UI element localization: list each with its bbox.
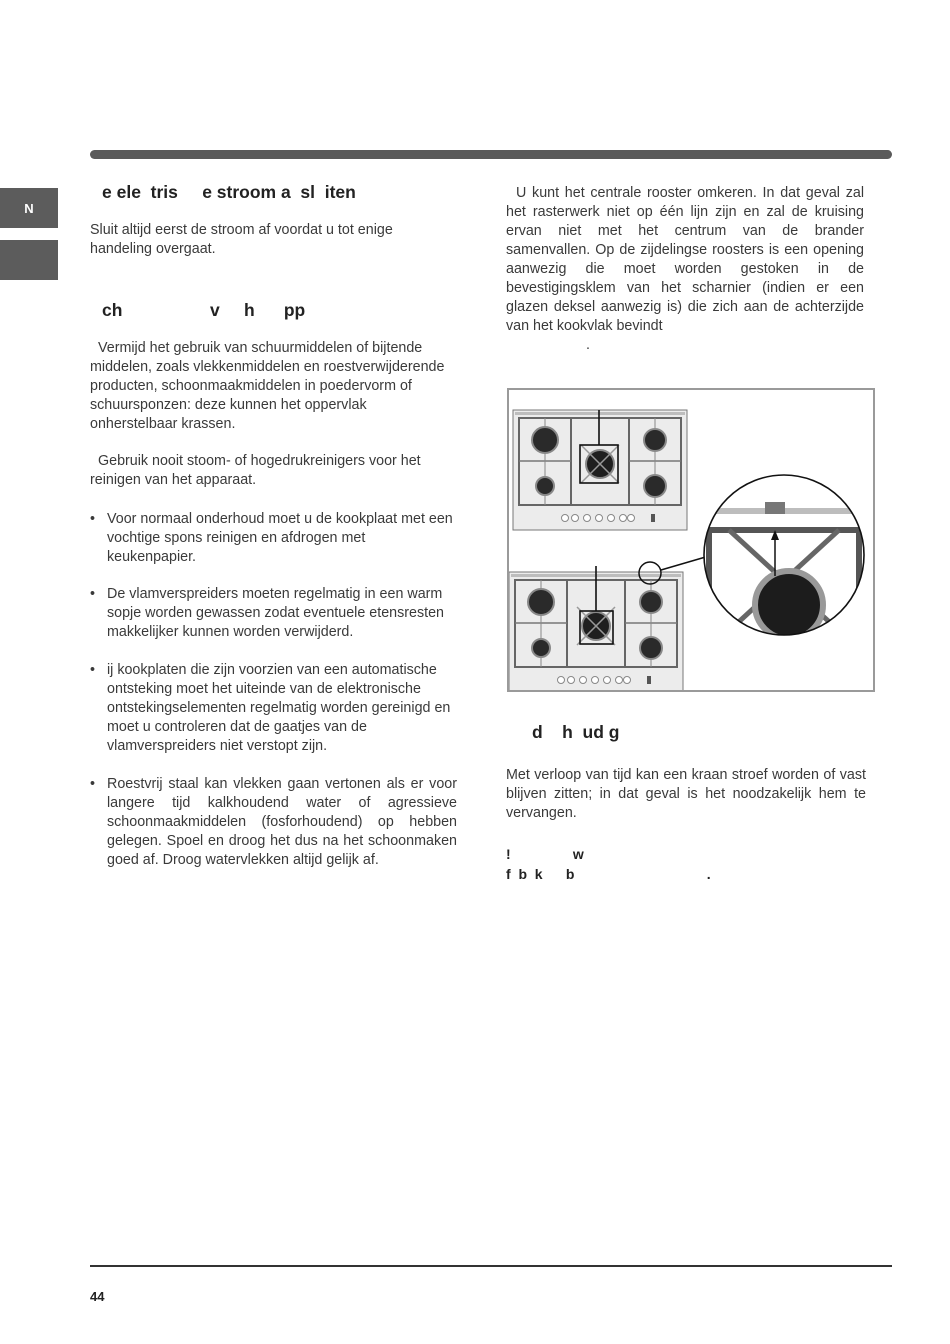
warning-line: f b k b . [506, 866, 711, 882]
paragraph-no-steam-cleaners: Gebruik nooit stoom- of hogedrukreinigers voor het reinigen van het apparaat. [90, 453, 421, 488]
bullet-icon: • [90, 511, 96, 527]
list-item-text: ij kookplaten die zijn voorzien van een automatische ontsteking moet het uiteinde van de elektronische ontstekingselementen regelmatig worden gereinigd en moet u controleren dat de gaatjes van de vlamverspreiders niet verstopt zijn. [107, 662, 451, 754]
hob-grid-diagram [509, 390, 873, 690]
list-item-text: Roestvrij staal kan vlekken gaan vertonen als er voor langere tijd kalkhoudend water of agressieve schoonmaakmiddelen (fosforhoudend) op hebben gelegen. Spoel en droog het dus na het schoonmaken goed af. Droog watervlekken altijd gelijk af. [107, 776, 457, 868]
bullet-icon: • [90, 776, 96, 792]
section-heading-tap-maintenance: d h ud g [532, 722, 620, 742]
section-heading-disconnect-power: e ele tris e stroom a sl iten [102, 182, 356, 202]
list-item [90, 775, 457, 870]
paragraph-tap-replacement: Met verloop van tijd kan een kraan stroef worden of vast blijven zitten; in dat geval is het noodzakelijk hem te vervangen. [506, 767, 866, 821]
footer-divider [90, 1265, 892, 1267]
language-tab-label: N [24, 200, 34, 216]
list-item-text: De vlamverspreiders moeten regelmatig in een warm sopje worden gewassen zodat eventuele etensresten makkelijker kunnen worden verwijderd. [107, 586, 444, 640]
paragraph-grid-reversal-tail: . [586, 337, 590, 353]
bullet-icon: • [90, 662, 96, 678]
page-number: 44 [90, 1289, 105, 1304]
section-heading-cleaning: ch v h pp [102, 300, 306, 320]
list-item [90, 661, 465, 756]
list-item [90, 585, 465, 642]
paragraph-disconnect-power: Sluit altijd eerst de stroom af voordat u tot enige handeling overgaat. [90, 222, 393, 257]
list-item [90, 510, 457, 567]
paragraph-avoid-abrasives: Vermijd het gebruik van schuurmiddelen of bijtende middelen, zoals vlekkenmiddelen en roestverwijderende producten, schoonmaakmiddelen in poedervorm of schuursponzen: deze kunnen het oppervlak onherstelbaar krassen. [90, 340, 445, 432]
header-divider-bar [90, 150, 892, 159]
paragraph-grid-reversal: U kunt het centrale rooster omkeren. In dat geval zal het rasterwerk niet op één lijn zijn en zal de kruising ervan niet met het centrum van de brander samenvallen. Op de zijdelingse roosters is een opening aanwezig die moet worden gestoken in de bevestigingsklem van het scharnier (indien er een glazen deksel aanwezig is) die zich aan de achterzijde van het kookvlak bevindt [506, 185, 864, 334]
list-item-text: Voor normaal onderhoud moet u de kookplaat met een vochtige spons reinigen en afdrogen met keukenpapier. [107, 511, 453, 565]
language-tab[interactable] [0, 188, 58, 228]
bullet-icon: • [90, 586, 96, 602]
hob-grid-illustration [507, 388, 875, 692]
section-tab[interactable] [0, 240, 58, 280]
warning-line: ! w [506, 846, 584, 862]
